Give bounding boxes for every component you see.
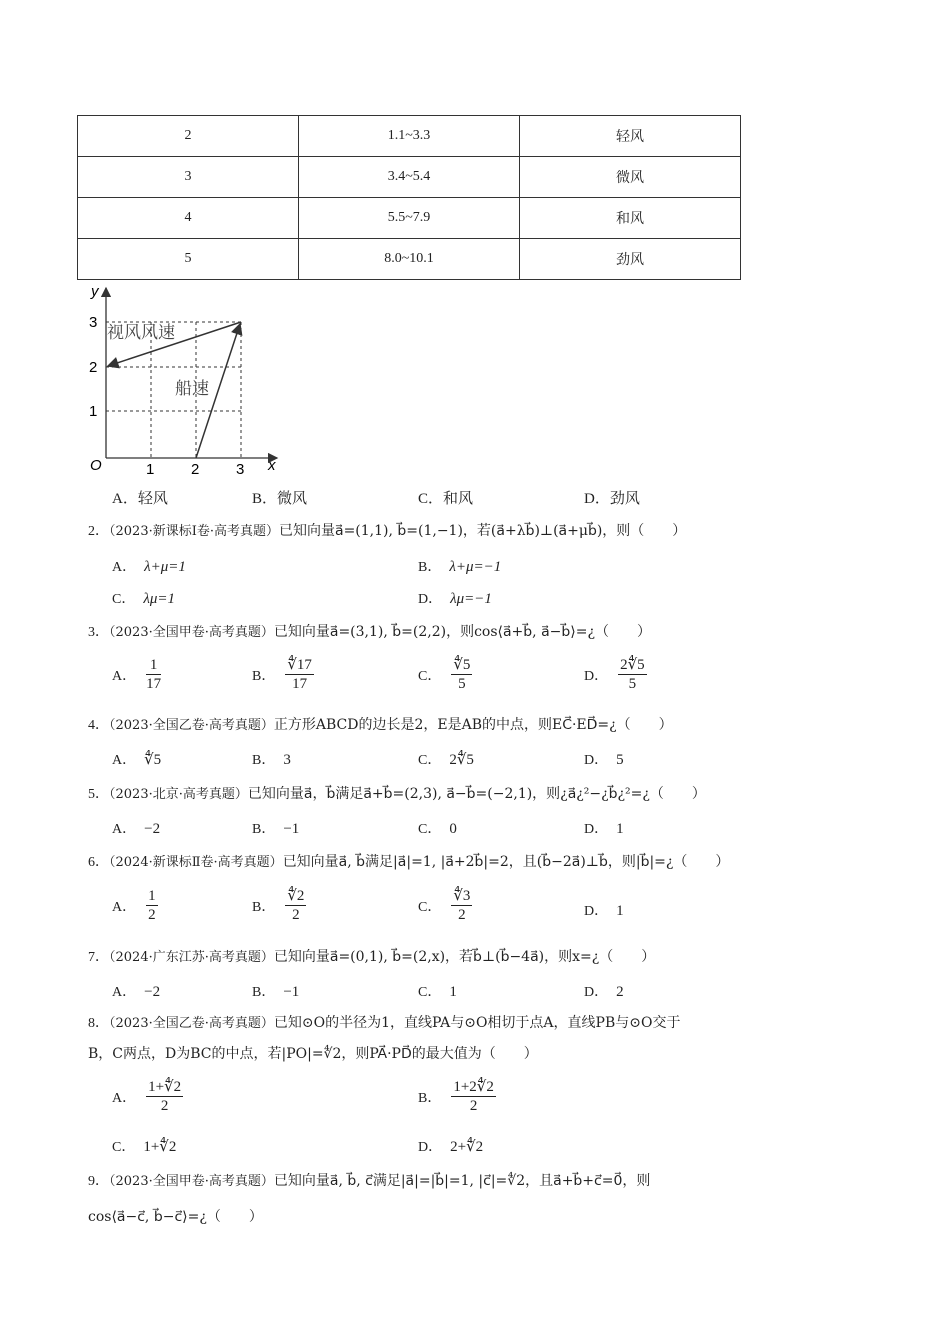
q6-option-a[interactable]: A． $\frac{1}{2}$ [112,888,156,923]
q7-option-d[interactable]: D． 2 [584,984,624,1000]
q4-source: （2023·全国乙卷·高考真题） [109,718,274,733]
q2-source: （2023·新课标Ⅰ卷·高考真题） [109,524,279,539]
wind-table-cell: 微风 [520,157,741,198]
q5-option-a[interactable]: A． −2 [112,821,161,837]
q8-source: （2023·全国乙卷·高考真题） [109,1016,274,1031]
wind-table-cell: 3.4~5.4 [299,157,520,198]
q7-option-b[interactable]: B． −1 [252,984,300,1000]
q1-option-b[interactable]: B．微风 [252,491,308,507]
q6-source: （2024·新课标Ⅱ卷·高考真题） [109,855,283,870]
q9-line1: 已知向量a⃗, b⃗, c⃗满足|a⃗|=|b⃗|=1, |c⃗|=∜2，且a⃗+b⃗+c⃗=0⃗，则 [273,1173,651,1189]
q9-line2: cos⟨a⃗−c⃗, b⃗−c⃗⟩=¿（ ） [88,1209,263,1225]
q1-option-a[interactable]: A．轻风 [112,491,168,507]
question-5: 5．（2023·北京·高考真题）已知向量a⃗，b⃗满足a⃗+b⃗=(2,3), a⃗−b⃗=(−2,1)，则¿a⃗¿²−¿b⃗¿²=¿（ ） [88,786,706,802]
wind-table-row [78,116,741,157]
question-2 [88,521,686,542]
wind-table-row [78,157,741,198]
x-tick-1: 1 [146,461,155,474]
x-tick-3: 3 [236,461,245,474]
q8-option-d[interactable]: D． 2+∜2 [418,1139,484,1155]
question-4: 4．（2023·全国乙卷·高考真题）正方形ABCD的边长是2，E是AB的中点，则EC⃗·ED⃗=¿（ ） [88,717,673,733]
wind-table-cell: 和风 [520,198,741,239]
q3-source: （2023·全国甲卷·高考真题） [109,625,274,640]
q3-option-d[interactable]: D． $\frac{2∜5}{5}$ [584,657,645,692]
q2-text: 已知向量a⃗=(1,1), b⃗=(1,−1)，若(a⃗+λb⃗)⊥(a⃗+μb⃗)，则（ ） [278,523,687,539]
wind-table-cell: 5.5~7.9 [299,198,520,239]
x-axis-label: x [268,457,276,474]
wind-table-cell: 3 [78,157,299,198]
q4-option-a[interactable]: A． ∜5 [112,752,162,768]
wind-table-row [78,239,741,280]
origin-label: O [90,457,102,474]
q5-source: （2023·北京·高考真题） [109,787,248,802]
q2-option-c[interactable]: C． λμ=1 [112,591,175,607]
question-9: 9．（2023·全国甲卷·高考真题）已知向量a⃗, b⃗, c⃗满足|a⃗|=|b⃗|=1, |c⃗|=∜2，且a⃗+b⃗+c⃗=0⃗，则 [88,1173,651,1189]
grid [106,322,241,458]
q2-option-a[interactable]: A． λ+μ=1 [112,559,186,575]
wind-table-cell: 劲风 [520,239,741,280]
x-tick-2: 2 [191,461,200,474]
q8-line2: B，C两点，D为BC的中点，若|PO|=∜2，则PA⃗·PD⃗的最大值为（ ） [88,1046,538,1062]
q7-option-a[interactable]: A． −2 [112,984,161,1000]
q1-option-c[interactable]: C．和风 [418,491,474,507]
wind-table-cell: 4 [78,198,299,239]
wind-table-cell: 1.1~3.3 [299,116,520,157]
y-tick-2: 2 [89,359,98,376]
y-axis-label: y [91,283,99,300]
q5-option-c[interactable]: C． 0 [418,821,457,837]
ship-speed-label: 船速 [175,379,209,398]
q3-text: 已知向量a⃗=(3,1), b⃗=(2,2)，则cos⟨a⃗+b⃗, a⃗−b⃗⟩=¿（ ） [273,624,651,640]
q4-text: 正方形ABCD的边长是2，E是AB的中点，则EC⃗·ED⃗=¿（ ） [273,717,673,733]
q6-option-d[interactable]: D． 1 [584,903,624,919]
wind-table-cell: 2 [78,116,299,157]
q8-option-c[interactable]: C． 1+∜2 [112,1139,177,1155]
q6-option-b[interactable]: B． $\frac{∜2}{2}$ [252,888,305,923]
velocity-figure [85,282,285,474]
q5-option-b[interactable]: B． −1 [252,821,300,837]
q3-option-b[interactable]: B． $\frac{∜17}{17}$ [252,657,312,692]
q7-source: （2024·广东江苏·高考真题） [109,950,274,965]
q2-option-b[interactable]: B． λ+μ=−1 [418,559,502,575]
q3-option-c[interactable]: C． $\frac{∜5}{5}$ [418,657,471,692]
q3-option-a[interactable]: A． $\frac{1}{17}$ [112,657,162,692]
q6-text: 已知向量a⃗, b⃗满足|a⃗|=1, |a⃗+2b⃗|=2，且(b⃗−2a⃗)⊥b⃗，则|b⃗|=¿（ ） [282,854,730,870]
question-7: 7．（2024·广东江苏·高考真题）已知向量a⃗=(0,1), b⃗=(2,x)，若b⃗⊥(b⃗−4a⃗)，则x=¿（ ） [88,949,656,965]
wind-table-row [78,198,741,239]
question-3: 3．（2023·全国甲卷·高考真题）已知向量a⃗=(3,1), b⃗=(2,2)，则cos⟨a⃗+b⃗, a⃗−b⃗⟩=¿（ ） [88,624,651,640]
q2-number: 2． [88,524,109,539]
question-6: 6．（2024·新课标Ⅱ卷·高考真题）已知向量a⃗, b⃗满足|a⃗|=1, |a⃗+2b⃗|=2，且(b⃗−2a⃗)⊥b⃗，则|b⃗|=¿（ ） [88,854,730,870]
q6-option-c[interactable]: C． $\frac{∜3}{2}$ [418,888,471,923]
q5-option-d[interactable]: D． 1 [584,821,624,837]
q8-option-a[interactable]: A． $\frac{1+∜2}{2}$ [112,1079,182,1114]
y-tick-3: 3 [89,314,98,331]
wind-speed-label: 视风风速 [107,323,175,342]
wind-table-cell: 5 [78,239,299,280]
q4-option-d[interactable]: D． 5 [584,752,624,768]
question-8: 8．（2023·全国乙卷·高考真题）已知⊙O的半径为1，直线PA与⊙O相切于点A，直线PB与⊙O交于 [88,1015,681,1031]
q4-option-b[interactable]: B． 3 [252,752,291,768]
q1-option-d[interactable]: D．劲风 [584,491,640,507]
wind-table [77,115,741,280]
q2-option-d[interactable]: D． λμ=−1 [418,591,492,607]
wind-table-cell: 8.0~10.1 [299,239,520,280]
q8-line1: 已知⊙O的半径为1，直线PA与⊙O相切于点A，直线PB与⊙O交于 [273,1015,681,1031]
q7-text: 已知向量a⃗=(0,1), b⃗=(2,x)，若b⃗⊥(b⃗−4a⃗)，则x=¿（ ） [273,949,656,965]
q8-option-b[interactable]: B． $\frac{1+2∜2}{2}$ [418,1079,494,1114]
q5-text: 已知向量a⃗，b⃗满足a⃗+b⃗=(2,3), a⃗−b⃗=(−2,1)，则¿a⃗¿²−¿b⃗¿²=¿（ ） [247,786,706,802]
q9-source: （2023·全国甲卷·高考真题） [109,1174,274,1189]
q4-option-c[interactable]: C． 2∜5 [418,752,474,768]
q7-option-c[interactable]: C． 1 [418,984,457,1000]
y-tick-1: 1 [89,403,98,420]
wind-table-cell: 轻风 [520,116,741,157]
